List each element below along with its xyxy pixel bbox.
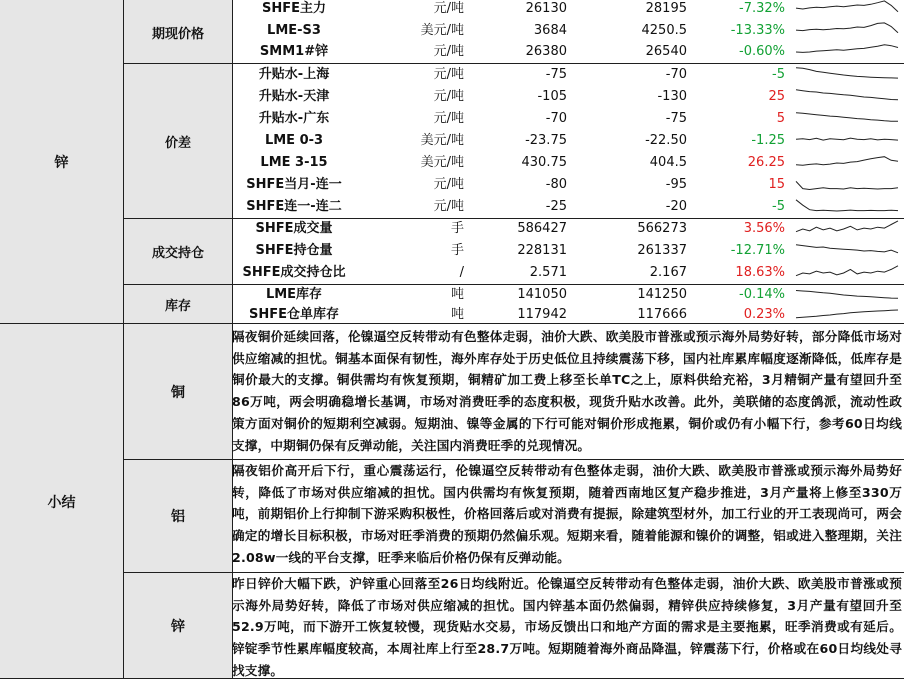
row-unit: 元/吨 — [433, 44, 464, 59]
row-unit: 元/吨 — [433, 67, 464, 82]
row-unit: 手 — [450, 221, 464, 236]
row-latest-value: -105 — [537, 89, 567, 104]
row-previous-value: 2.167 — [649, 265, 687, 280]
row-change: 0.23% — [743, 307, 785, 322]
row-change: -1.25 — [751, 133, 785, 148]
row-name: SMM1#锌 — [259, 44, 329, 59]
row-change: -5 — [772, 67, 785, 82]
row-latest-value: 26380 — [525, 44, 567, 59]
sparkline — [795, 21, 899, 41]
table-row — [232, 174, 904, 196]
row-latest-value: 141050 — [517, 287, 567, 302]
table-row — [232, 108, 904, 130]
row-name: SHFE当月-连一 — [246, 177, 342, 192]
inventory-label: 库存 — [164, 298, 191, 314]
sparkline-path — [796, 181, 898, 189]
row-latest-value: -25 — [545, 199, 567, 214]
row-latest-value: 228131 — [517, 243, 567, 258]
sparkline — [795, 153, 899, 173]
spot-price-label: 期现价格 — [151, 26, 204, 42]
row-change: 25 — [768, 89, 785, 104]
row-change: 18.63% — [735, 265, 785, 280]
table-row — [232, 0, 904, 20]
table-row — [232, 262, 904, 284]
row-unit: 美元/吨 — [420, 133, 464, 148]
border-col-1 — [123, 0, 124, 679]
row-change: -0.60% — [739, 44, 785, 59]
table-row — [232, 64, 904, 86]
table-row — [232, 284, 904, 306]
table-row — [232, 304, 904, 326]
row-unit: 手 — [450, 243, 464, 258]
sparkline-path — [796, 221, 898, 232]
table-row — [232, 130, 904, 152]
row-change: 5 — [776, 111, 785, 126]
row-name: 升贴水-上海 — [258, 67, 330, 82]
summary-aluminum-text: 隔夜铝价高开后下行，重心震荡运行，伦镍逼空反转带动有色整体走弱，油价大跌、欧美股市普涨或预示海外局势好转，降低了市场对供应缩减的担忧。国内供需均有恢复预期，随着西南地区复产稳步推进，3月产量将上修至330万吨，前期铝价上行抑制下游采购积极性，价格回落后或对消费有提振，除建筑型材外，加工行业的开工表现尚可，两会确定的增长目标积极，市场对旺季消费的预期仍然偏乐观。短期来看，随着能源和镍价的调整，铝或进入整理期，关注2.08w一线的平台支撑，旺季来临后价格仍保有反弹动能。 — [232, 463, 902, 565]
sparkline-path — [796, 45, 898, 53]
row-unit: 元/吨 — [433, 111, 464, 126]
row-previous-value: 117666 — [637, 307, 687, 322]
row-change: -12.71% — [730, 243, 785, 258]
row-previous-value: -95 — [665, 177, 687, 192]
row-name: SHFE仓单库存 — [248, 307, 339, 322]
sparkline — [795, 65, 899, 85]
table-row — [232, 86, 904, 108]
row-unit: 元/吨 — [433, 89, 464, 104]
row-unit: 美元/吨 — [420, 23, 464, 38]
row-name: LME 3-15 — [260, 155, 328, 170]
row-name: SHFE持仓量 — [255, 243, 333, 258]
row-latest-value: 3684 — [533, 23, 567, 38]
row-change: 15 — [768, 177, 785, 192]
sparkline — [795, 219, 899, 239]
summary-aluminum-label: 铝 — [171, 508, 185, 525]
summary-copper-label: 铜 — [171, 385, 185, 401]
row-previous-value: 4250.5 — [641, 23, 687, 38]
row-unit: 元/吨 — [433, 177, 464, 192]
table-row — [232, 41, 904, 63]
sparkline-path — [796, 310, 898, 318]
metal-label: 锌 — [54, 154, 69, 171]
sparkline-path — [796, 68, 898, 78]
sparkline-path — [796, 23, 898, 33]
row-unit: 吨 — [450, 287, 464, 302]
row-previous-value: -22.50 — [645, 133, 687, 148]
row-latest-value: -75 — [545, 67, 567, 82]
row-latest-value: -70 — [545, 111, 567, 126]
sparkline-path — [796, 291, 898, 299]
sparkline — [795, 87, 899, 107]
row-name: SHFE连一-连二 — [246, 199, 342, 214]
sparkline-path — [796, 157, 898, 166]
row-name: 升贴水-广东 — [258, 111, 330, 126]
row-previous-value: -20 — [665, 199, 687, 214]
row-name: SHFE成交持仓比 — [242, 265, 346, 280]
row-change: -13.33% — [730, 23, 785, 38]
sparkline — [795, 42, 899, 62]
row-unit: 吨 — [450, 307, 464, 322]
summary-copper-text: 隔夜铜价延续回落，伦镍逼空反转带动有色整体走弱，油价大跌、欧美股市普涨或预示海外局势好转，部分降低市场对供应缩减的担忧。铜基本面保有韧性，海外库存处于历史低位且持续震荡下移，国内社库累库幅度逐渐降低，低库存是铜价最大的支撑。铜供需均有恢复预期，铜精矿加工费上移至长单TC之上，原料供给充裕，3月精铜产量有望回升至86万吨，两会明确稳增长基调，市场对消费旺季的态度积极，现货升贴水改善。此外，美联储的态度鸽派，流动性政策方面对铜价的短期利空减弱。短期油、镍等金属的下行可能对铜价形成拖累，铜价或仍有小幅下行，参考60日均线支撑，中期铜仍保有反弹动能，关注国内消费旺季的兑现情况。 — [232, 329, 902, 453]
sparkline — [795, 131, 899, 151]
row-latest-value: 117942 — [517, 307, 567, 322]
summary-label: 小结 — [47, 495, 76, 511]
row-previous-value: -130 — [657, 89, 687, 104]
sparkline — [795, 197, 899, 217]
row-latest-value: 2.571 — [529, 265, 567, 280]
row-change: -7.32% — [739, 1, 785, 16]
row-latest-value: -80 — [545, 177, 567, 192]
row-previous-value: 28195 — [645, 1, 687, 16]
sparkline — [795, 241, 899, 261]
row-latest-value: 26130 — [525, 1, 567, 16]
row-name: LME库存 — [265, 287, 323, 302]
row-latest-value: 586427 — [517, 221, 567, 236]
row-name: LME 0-3 — [264, 133, 324, 148]
volume-position-label: 成交持仓 — [151, 245, 204, 261]
row-change: 3.56% — [743, 221, 785, 236]
row-previous-value: 566273 — [637, 221, 687, 236]
row-previous-value: 404.5 — [649, 155, 687, 170]
sparkline — [795, 0, 899, 19]
row-unit: 美元/吨 — [420, 155, 464, 170]
sparkline-path — [796, 1, 898, 12]
row-previous-value: 141250 — [637, 287, 687, 302]
row-latest-value: 430.75 — [521, 155, 567, 170]
row-previous-value: -70 — [665, 67, 687, 82]
summary-zinc-label: 锌 — [171, 618, 185, 635]
row-previous-value: 261337 — [637, 243, 687, 258]
sparkline-path — [796, 245, 898, 253]
sparkline — [795, 263, 899, 283]
row-change: -5 — [772, 199, 785, 214]
row-name: 升贴水-天津 — [258, 89, 330, 104]
sparkline-path — [796, 90, 898, 100]
row-change: -0.14% — [739, 287, 785, 302]
row-previous-value: 26540 — [645, 44, 687, 59]
row-name: SHFE成交量 — [255, 221, 333, 236]
row-name: SHFE主力 — [261, 1, 326, 16]
row-latest-value: -23.75 — [525, 133, 567, 148]
table-row — [232, 218, 904, 240]
sparkline — [795, 109, 899, 129]
sparkline-path — [796, 138, 898, 140]
table-row — [232, 240, 904, 262]
row-unit: / — [459, 265, 464, 280]
sparkline — [795, 175, 899, 195]
row-previous-value: -75 — [665, 111, 687, 126]
sparkline — [795, 285, 899, 305]
summary-zinc-text: 昨日锌价大幅下跌，沪锌重心回落至26日均线附近。伦镍逼空反转带动有色整体走弱，油价大跌、欧美股市普涨或预示海外局势好转，降低了市场对供应缩减的担忧。国内锌基本面仍然偏弱，精锌供应持续修复，3月产量有望回升至52.9万吨，而下游开工恢复较慢，现货贴水交易，市场反馈出口和地产方面的需求是主要拖累，旺季消费或有延后。锌锭季节性累库幅度较高，本周社库上行至28.7万吨。短期随着海外商品降温，锌震荡下行，价格或在60日均线处寻找支撑。 — [232, 576, 902, 678]
table-row — [232, 20, 904, 42]
sparkline-path — [796, 113, 898, 122]
sparkline-path — [796, 200, 898, 211]
row-unit: 元/吨 — [433, 1, 464, 16]
spread-label: 价差 — [164, 135, 191, 151]
row-change: 26.25 — [747, 155, 785, 170]
sparkline — [795, 305, 899, 325]
sparkline-path — [796, 266, 898, 276]
table-row — [232, 152, 904, 174]
row-unit: 元/吨 — [433, 199, 464, 214]
row-name: LME-S3 — [267, 23, 321, 38]
table-row — [232, 196, 904, 218]
